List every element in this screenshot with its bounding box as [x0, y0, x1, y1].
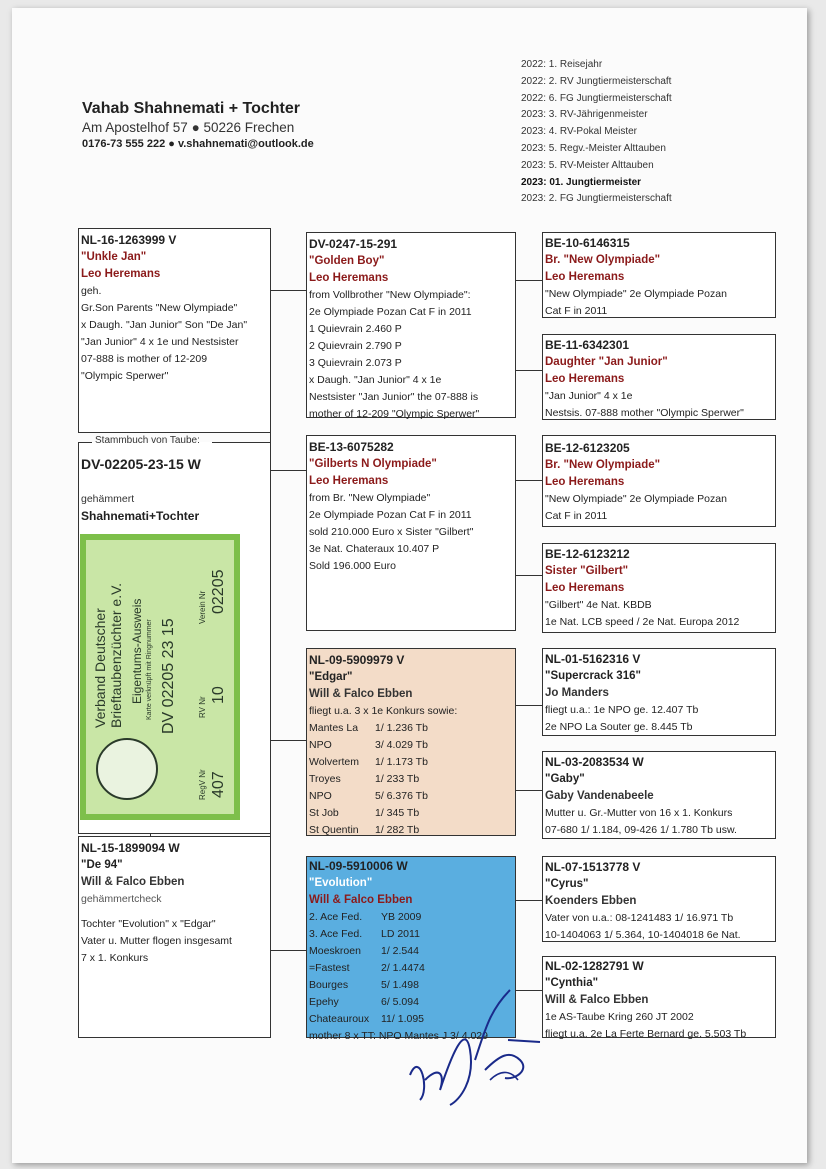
dd-result-row [307, 926, 515, 943]
dss-note: fliegt u.a.: 1e NPO ge. 12.407 Tb [545, 704, 699, 716]
owner-address: Am Apostelhof 57 ● 50226 Frechen [82, 120, 295, 135]
achievement-item: 2023: 2. FG Jungtiermeisterschaft [521, 193, 672, 205]
sss-breeder: Leo Heremans [545, 271, 625, 283]
ss-note: from Vollbrother "New Olympiade": [309, 289, 471, 301]
card-ring: DV 02205 23 15 [160, 618, 177, 734]
ss-breeder: Leo Heremans [309, 272, 389, 284]
ds-result-row [307, 720, 515, 737]
card-subtitle: Karte verknüpft mit Ringnummer [146, 619, 153, 720]
subject-ring: DV-02205-23-15 W [81, 456, 201, 472]
subject-breeder: Shahnemati+Tochter [81, 509, 200, 523]
card-regv: 407 [210, 771, 227, 798]
race-name: Mantes La [309, 722, 359, 734]
race-name: St Job [309, 807, 339, 819]
achievement-item: 2023: 3. RV-Jährigenmeister [521, 109, 648, 121]
ownership-card-inner [86, 540, 234, 814]
dam-box [78, 836, 271, 1038]
sds-box [542, 435, 776, 527]
race-result: 2/ 1.4474 [381, 962, 425, 974]
dam-note: Tochter "Evolution" x "Edgar" [81, 918, 216, 930]
owner-name: Vahab Shahnemati + Tochter [82, 100, 300, 117]
connector-line [270, 950, 306, 951]
ds-intro: fliegt u.a. 3 x 1e Konkurs sowie: [309, 705, 458, 717]
connector-line [516, 480, 542, 481]
sire-note: "Jan Junior" 4 x 1e und Nestsister [81, 336, 239, 348]
owner-block [82, 100, 314, 150]
dsd-box [542, 751, 776, 839]
sire-id: NL-16-1263999 V [81, 233, 177, 247]
dd-breeder: Will & Falco Ebben [309, 894, 413, 906]
race-result: 5/ 6.376 Tb [375, 790, 428, 802]
ds-result-row [307, 805, 515, 822]
dam-type: gehämmertcheck [81, 893, 162, 905]
race-result: YB 2009 [381, 911, 422, 923]
dss-box [542, 648, 776, 736]
ss-id: DV-0247-15-291 [309, 237, 398, 251]
card-verein-label: Verein Nr [198, 590, 207, 624]
race-result: 1/ 1.173 Tb [375, 756, 428, 768]
dam-name: "De 94" [81, 859, 123, 871]
race-name: Chateauroux [309, 1013, 370, 1025]
ds-result-row [307, 737, 515, 754]
connector-line [270, 740, 306, 741]
ds-result-row [307, 754, 515, 771]
ddd-name: "Cynthia" [545, 977, 599, 989]
race-name: NPO [309, 739, 332, 751]
achievement-item: 2022: 6. FG Jungtiermeisterschaft [521, 92, 672, 104]
ss-note: x Daugh. "Jan Junior" 4 x 1e [309, 374, 442, 386]
card-org-2: Brieftaubenzüchter e.V. [108, 582, 124, 728]
connector-line [516, 705, 542, 706]
race-result: 1/ 233 Tb [375, 773, 420, 785]
connector-line [516, 900, 542, 901]
ds-breeder: Will & Falco Ebben [309, 688, 413, 700]
race-name: 2. Ace Fed. [309, 911, 363, 923]
sd-id: BE-13-6075282 [309, 440, 394, 454]
race-result: 11/ 1.095 [381, 1013, 425, 1025]
sss-name: Br. "New Olympiade" [545, 254, 661, 266]
dss-id: NL-01-5162316 V [545, 652, 641, 666]
card-title: Eigentums-Ausweis [130, 598, 144, 704]
ds-box [306, 648, 516, 836]
connector-line [78, 442, 92, 443]
connector-line [212, 442, 271, 443]
dam-id: NL-15-1899094 W [81, 841, 180, 855]
dd-id: NL-09-5910006 W [309, 859, 408, 873]
ssd-name: Daughter "Jan Junior" [545, 356, 668, 368]
ss-note: 2e Olympiade Pozan Cat F in 2011 [309, 306, 472, 318]
sdd-id: BE-12-6123212 [545, 547, 630, 561]
ddd-breeder: Will & Falco Ebben [545, 994, 649, 1006]
ds-name: "Edgar" [309, 671, 353, 683]
achievement-item: 2022: 2. RV Jungtiermeisterschaft [521, 75, 672, 87]
ssd-id: BE-11-6342301 [545, 338, 630, 352]
dsd-note: 07-680 1/ 1.184, 09-426 1/ 1.780 Tb usw. [545, 824, 737, 836]
race-name: Troyes [309, 773, 341, 785]
ss-note: mother of 12-209 "Olympic Sperwer" [309, 408, 480, 420]
ss-note: 1 Quievrain 2.460 P [309, 323, 402, 335]
sire-box [78, 228, 271, 433]
card-rv-label: RV Nr [198, 696, 207, 718]
race-name: Bourges [309, 979, 349, 991]
sdd-note: 1e Nat. LCB speed / 2e Nat. Europa 2012 [545, 616, 740, 628]
race-result: 1/ 2.544 [381, 945, 419, 957]
sire-name: "Unkle Jan" [81, 251, 147, 263]
sire-note: x Daugh. "Jan Junior" Son "De Jan" [81, 319, 248, 331]
sds-id: BE-12-6123205 [545, 441, 630, 455]
ddd-id: NL-02-1282791 W [545, 959, 644, 973]
race-result: 6/ 5.094 [381, 996, 419, 1008]
dsd-id: NL-03-2083534 W [545, 755, 644, 769]
dd-result-row [307, 943, 515, 960]
race-name: =Fastest [309, 962, 350, 974]
ds-result-row [307, 822, 515, 839]
dss-breeder: Jo Manders [545, 687, 609, 699]
dds-name: "Cyrus" [545, 878, 589, 890]
achievement-item: 2022: 1. Reisejahr [521, 59, 603, 70]
dd-result-row [307, 960, 515, 977]
owner-contact: 0176-73 555 222 ● v.shahnemati@outlook.de [82, 138, 314, 150]
connector-line [270, 470, 306, 471]
achievement-item: 2023: 4. RV-Pokal Meister [521, 126, 637, 138]
race-result: 1/ 345 Tb [375, 807, 420, 819]
sds-note: Cat F in 2011 [545, 510, 608, 522]
connector-line [516, 575, 542, 576]
race-result: LD 2011 [381, 928, 420, 940]
sire-note: Gr.Son Parents "New Olympiade" [81, 302, 238, 314]
race-name: NPO [309, 790, 332, 802]
card-regv-label: RegV Nr [198, 769, 207, 800]
sire-note: geh. [81, 285, 102, 297]
race-result: 1/ 282 Tb [375, 824, 420, 836]
connector-line [270, 290, 306, 291]
ddd-note: fliegt u.a. 2e La Ferte Bernard ge. 5.503 Tb [545, 1028, 747, 1040]
ownership-card [80, 534, 240, 820]
sd-note: sold 210.000 Euro x Sister "Gilbert" [309, 526, 474, 538]
ssd-box [542, 334, 776, 420]
sd-note: Sold 196.000 Euro [309, 560, 396, 572]
dd-result-row [307, 909, 515, 926]
card-verein: 02205 [210, 569, 227, 614]
sd-breeder: Leo Heremans [309, 475, 389, 487]
sd-note: from Br. "New Olympiade" [309, 492, 431, 504]
ds-result-row [307, 788, 515, 805]
sdd-breeder: Leo Heremans [545, 582, 625, 594]
sire-note: "Olympic Sperwer" [81, 370, 169, 382]
sss-id: BE-10-6146315 [545, 236, 630, 250]
achievements-list [521, 57, 672, 208]
ssd-breeder: Leo Heremans [545, 373, 625, 385]
connector-line [516, 370, 542, 371]
ss-note: 3 Quievrain 2.073 P [309, 357, 402, 369]
ds-result-row [307, 771, 515, 788]
ddd-box [542, 956, 776, 1038]
card-org-1: Verband Deutscher [92, 608, 108, 728]
sd-note: 3e Nat. Chateraux 10.407 P [309, 543, 440, 555]
dam-note: 7 x 1. Konkurs [81, 952, 149, 964]
dds-note: 10-1404063 1/ 5.364, 10-1404018 6e Nat. [545, 929, 741, 941]
dsd-name: "Gaby" [545, 773, 585, 785]
ds-id: NL-09-5909979 V [309, 653, 405, 667]
ddd-note: 1e AS-Taube Kring 260 JT 2002 [545, 1011, 694, 1023]
sdd-box [542, 543, 776, 633]
sds-note: "New Olympiade" 2e Olympiade Pozan [545, 493, 727, 505]
connector-line [516, 790, 542, 791]
dam-note: Vater u. Mutter flogen insgesamt [81, 935, 232, 947]
dam-breeder: Will & Falco Ebben [81, 876, 185, 888]
vdbt-logo [96, 738, 158, 800]
card-rv: 10 [210, 686, 227, 704]
sd-name: "Gilberts N Olympiade" [309, 458, 437, 470]
sss-box [542, 232, 776, 318]
race-name: Moeskroen [309, 945, 361, 957]
ssd-note: "Jan Junior" 4 x 1e [545, 390, 633, 402]
dds-id: NL-07-1513778 V [545, 860, 641, 874]
achievement-item: 2023: 5. Regv.-Meister Alttauben [521, 142, 666, 154]
ss-box [306, 232, 516, 418]
sss-note: Cat F in 2011 [545, 305, 608, 317]
achievement-item: 2023: 5. RV-Meister Alttauben [521, 159, 654, 171]
achievement-item: 2023: 01. Jungtiermeister [521, 176, 642, 188]
sd-box [306, 435, 516, 631]
race-result: 3/ 4.029 Tb [375, 739, 428, 751]
ss-note: Nestsister "Jan Junior" the 07-888 is [309, 391, 479, 403]
sire-note: 07-888 is mother of 12-209 [81, 353, 208, 365]
sss-note: "New Olympiade" 2e Olympiade Pozan [545, 288, 727, 300]
sdd-name: Sister "Gilbert" [545, 565, 629, 577]
sire-breeder: Leo Heremans [81, 268, 161, 280]
ss-note: 2 Quievrain 2.790 P [309, 340, 402, 352]
race-name: Epehy [309, 996, 339, 1008]
spacer [79, 908, 270, 916]
sdd-note: "Gilbert" 4e Nat. KBDB [545, 599, 652, 611]
dss-note: 2e NPO La Souter ge. 8.445 Tb [545, 721, 693, 733]
dd-name: "Evolution" [309, 877, 373, 889]
race-name: Wolvertem [309, 756, 359, 768]
dds-box [542, 856, 776, 942]
dsd-breeder: Gaby Vandenabeele [545, 790, 654, 802]
dd-footer: mother 8 x TT: NPO Mantes J 3/ 4.029 [309, 1030, 488, 1042]
sds-name: Br. "New Olympiade" [545, 459, 661, 471]
dds-note: Vater von u.a.: 08-1241483 1/ 16.971 Tb [545, 912, 734, 924]
sds-breeder: Leo Heremans [545, 476, 625, 488]
dds-breeder: Koenders Ebben [545, 895, 637, 907]
race-result: 1/ 1.236 Tb [375, 722, 428, 734]
ssd-note: Nestsis. 07-888 mother "Olympic Sperwer" [545, 407, 744, 419]
stammbuch-heading: Stammbuch von Taube: [95, 435, 200, 446]
race-result: 5/ 1.498 [381, 979, 419, 991]
dsd-note: Mutter u. Gr.-Mutter von 16 x 1. Konkurs [545, 807, 733, 819]
connector-line [516, 280, 542, 281]
subject-type: gehämmert [81, 493, 135, 505]
race-name: 3. Ace Fed. [309, 928, 363, 940]
ownership-card-content [86, 540, 234, 814]
race-name: St Quentin [309, 824, 359, 836]
ss-name: "Golden Boy" [309, 255, 385, 267]
signature [390, 980, 550, 1110]
dss-name: "Supercrack 316" [545, 670, 641, 682]
sd-note: 2e Olympiade Pozan Cat F in 2011 [309, 509, 472, 521]
